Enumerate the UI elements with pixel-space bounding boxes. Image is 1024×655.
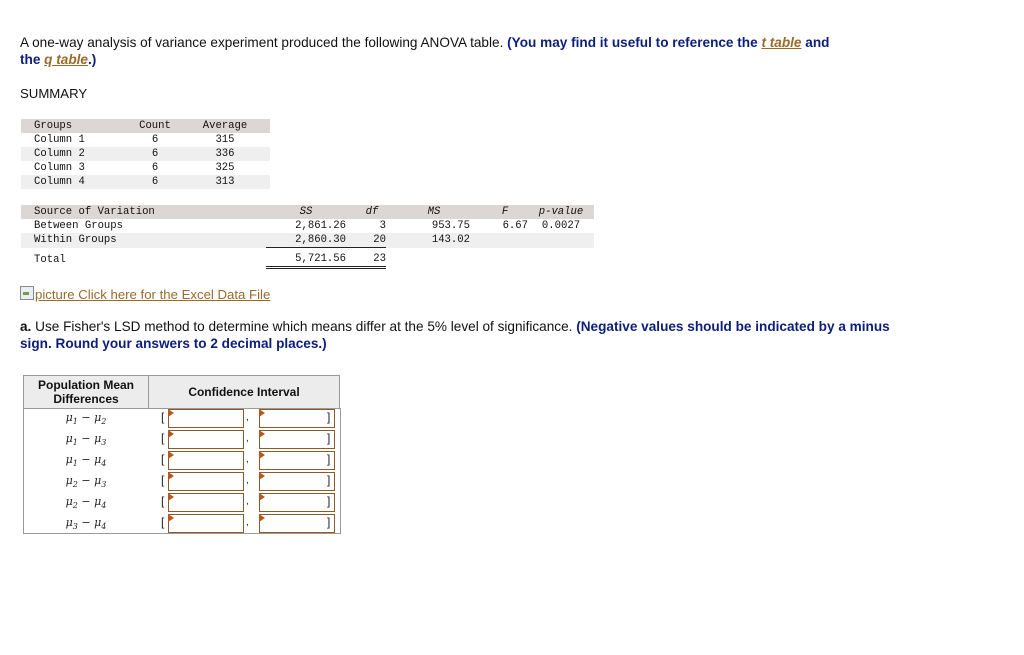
anova-f [470,248,528,268]
anova-pvalue: 0.0027 [541,220,581,232]
ci-header-differences: Population Mean Differences [24,376,149,409]
interval-comma: , [246,412,249,423]
close-bracket: ] [327,452,331,466]
ci-row [24,429,340,450]
summary-count: 6 [151,148,159,160]
interval-comma: , [246,454,249,465]
summary-count: 6 [151,134,159,146]
anova-ms: 143.02 [431,234,470,247]
intro-note: (You may find it useful to reference the t table and the q table.) [20,35,830,67]
intro-text: A one-way analysis of variance experiment produced the following ANOVA table. [20,35,504,50]
interval-comma: , [246,475,249,486]
ci-upper-bound-input[interactable] [259,514,335,533]
anova-source: Total [34,253,66,266]
anova-ms [386,248,470,268]
summary-group: Column 3 [34,162,85,174]
anova-header-row [21,205,594,219]
anova-df: 3 [379,220,386,232]
anova-pvalue [528,248,594,268]
question-intro [20,34,920,68]
excel-link-text: Click here for the Excel Data File [78,287,271,302]
summary-group: Column 1 [34,134,85,146]
q-table-link[interactable]: q table [44,52,88,67]
ci-upper-bound-input[interactable] [259,409,335,428]
open-bracket: [ [161,452,165,466]
summary-title: SUMMARY [20,86,88,101]
open-bracket: [ [161,494,165,508]
summary-average: 315 [215,134,235,146]
close-bracket: ] [327,515,331,529]
interval-comma: , [246,517,249,528]
anova-ss: 5,721.56 [266,248,346,268]
anova-row-within [21,233,594,248]
anova-header-df: df [365,206,379,218]
ci-row [24,450,340,471]
question-label: a. [20,319,32,334]
ci-upper-bound-field[interactable] [260,497,334,512]
ci-upper-bound-field[interactable] [260,413,334,428]
ci-lower-bound-field[interactable] [169,455,243,470]
excel-data-link[interactable] [20,286,270,302]
ci-difference-label: $\mu_3 - \mu_4$ [65,516,107,532]
question-a [20,318,920,352]
ci-row [24,471,340,492]
open-bracket: [ [161,410,165,424]
anova-row-between [21,219,594,233]
ci-lower-bound-input[interactable] [168,451,244,470]
summary-row [21,175,270,189]
anova-df: 20 [346,233,386,248]
anova-ss: 2,861.26 [295,220,346,232]
ci-header-row [24,376,340,409]
ci-row [24,408,340,429]
summary-group: Column 2 [34,148,85,160]
anova-header-ms: MS [427,206,441,218]
ci-lower-bound-input[interactable] [168,514,244,533]
ci-lower-bound-field[interactable] [169,476,243,491]
ci-upper-bound-field[interactable] [260,476,334,491]
summary-row [21,133,270,147]
question-note: (Negative values should be indicated by a minus sign. Round your answers to 2 decimal places.) [20,319,890,351]
close-bracket: ] [327,431,331,445]
confidence-interval-table [23,375,340,409]
anova-pvalue [528,233,594,248]
anova-df: 23 [346,248,386,268]
summary-row [21,147,270,161]
ci-upper-bound-field[interactable] [260,455,334,470]
ci-difference-label: $\mu_2 - \mu_3$ [65,474,107,490]
ci-upper-bound-input[interactable] [259,493,335,512]
ci-lower-bound-input[interactable] [168,472,244,491]
ci-lower-bound-field[interactable] [169,497,243,512]
anova-f: 6.67 [502,220,528,232]
ci-upper-bound-input[interactable] [259,472,335,491]
summary-row [21,161,270,175]
open-bracket: [ [161,431,165,445]
ci-upper-bound-input[interactable] [259,430,335,449]
close-bracket: ] [327,473,331,487]
summary-header-groups: Groups [34,120,73,132]
summary-header-average: Average [202,120,248,132]
anova-row-total [21,248,594,268]
close-bracket: ] [327,494,331,508]
ci-difference-label: $\mu_1 - \mu_3$ [65,432,107,448]
ci-row [24,492,340,513]
anova-header-pvalue: p-value [538,206,584,218]
question-text: Use Fisher's LSD method to determine which means differ at the 5% level of significance. [31,319,573,334]
ci-lower-bound-input[interactable] [168,409,244,428]
anova-header-ss: SS [299,206,313,218]
ci-difference-label: $\mu_2 - \mu_4$ [65,495,107,511]
anova-f [470,233,528,248]
summary-average: 313 [215,176,235,188]
ci-lower-bound-input[interactable] [168,430,244,449]
ci-difference-label: $\mu_1 - \mu_2$ [65,411,107,427]
anova-header-f: F [501,206,509,218]
summary-average: 336 [215,148,235,160]
summary-table [21,119,270,189]
anova-header-source: Source of Variation [34,206,155,218]
anova-source: Within Groups [34,234,117,247]
open-bracket: [ [161,473,165,487]
summary-average: 325 [215,162,235,174]
ci-rows [23,408,341,534]
interval-comma: , [246,433,249,444]
summary-header-row [21,119,270,133]
anova-table [21,205,594,269]
ci-lower-bound-input[interactable] [168,493,244,512]
open-bracket: [ [161,515,165,529]
ci-upper-bound-field[interactable] [260,518,334,533]
anova-ss: 2,860.30 [266,233,346,248]
excel-alt-text: picture [35,287,75,302]
ci-lower-bound-field[interactable] [169,518,243,533]
ci-header-interval: Confidence Interval [149,376,340,409]
ci-row [24,513,340,534]
summary-count: 6 [151,162,159,174]
ci-lower-bound-field[interactable] [169,434,243,449]
close-bracket: ] [327,410,331,424]
summary-count: 6 [151,176,159,188]
anova-source: Between Groups [34,220,124,232]
broken-image-icon [20,286,34,300]
ci-upper-bound-field[interactable] [260,434,334,449]
ci-lower-bound-field[interactable] [169,413,243,428]
anova-ms: 953.75 [431,220,470,232]
t-table-link[interactable]: t table [761,35,802,50]
interval-comma: , [246,496,249,507]
ci-upper-bound-input[interactable] [259,451,335,470]
summary-header-count: Count [139,120,171,132]
summary-group: Column 4 [34,176,85,188]
ci-difference-label: $\mu_1 - \mu_4$ [65,453,107,469]
